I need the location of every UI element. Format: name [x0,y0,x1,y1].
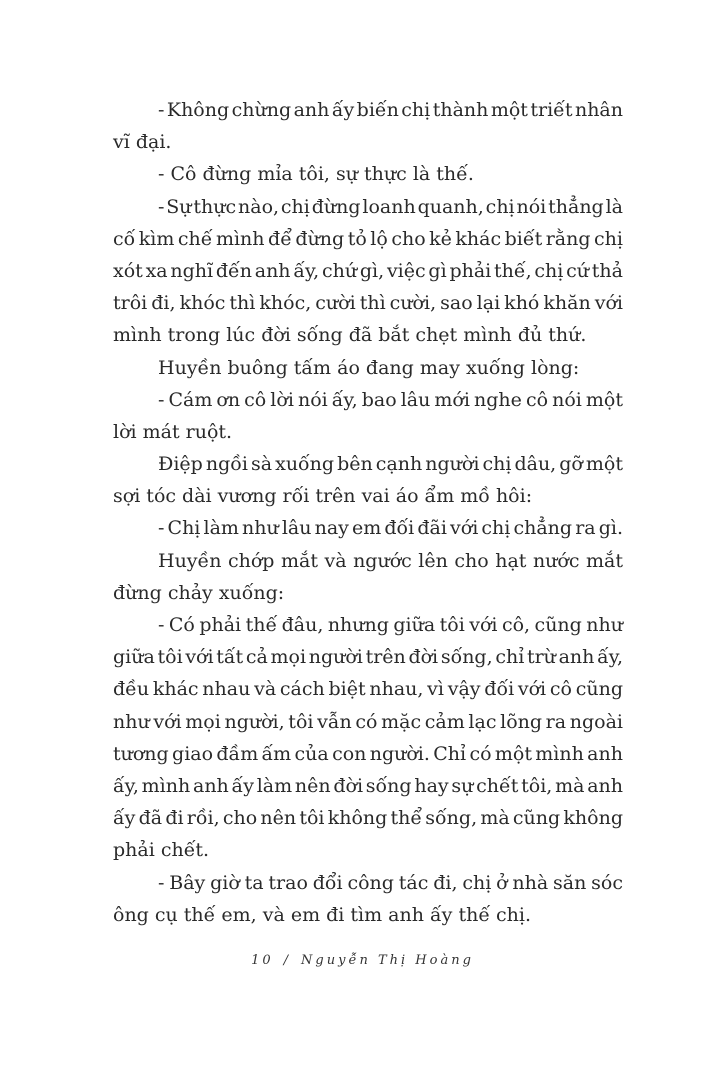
text-line: Điệp ngồi sà xuống bên cạnh người chị dâu, gỡ một [158,453,623,476]
text-line: Huyền buông tấm áo đang may xuống lòng: [158,356,580,379]
text-line: ấy, mình anh ấy làm nên đời sống hay sự chết tôi, mà anh [113,774,623,797]
text-line: sợi tóc dài vương rối trên vai áo ẩm mồ hôi: [113,485,533,508]
text-line: - Có phải thế đâu, nhưng giữa tôi với cô, cũng như [158,614,623,636]
text-line: - Chị làm như lâu nay em đối đãi với chị chẳng ra gì. [158,517,623,540]
text-line: vĩ đại. [113,131,172,154]
text-line: phải chết. [113,839,210,862]
text-line: - Không chừng anh ấy biến chị thành một triết nhân [158,99,623,121]
text-line: Huyền chớp mắt và ngước lên cho hạt nước mắt [158,549,623,572]
text-line: lời mát ruột. [113,420,233,443]
page-number: 10 [251,953,274,968]
text-line: mình trong lúc đời sống đã bắt chẹt mình đủ thứ. [113,324,587,347]
text-line: đều khác nhau và cách biệt nhau, vì vậy đối với cô cũng [113,678,623,701]
text-line: như với mọi người, tôi vẫn có mặc cảm lạc lõng ra ngoài [113,710,623,733]
text-line: đừng chảy xuống: [113,581,285,604]
text-line: cố kìm chế mình để đừng tỏ lộ cho kẻ khác biết rằng chị [113,227,623,250]
page-footer [0,953,725,968]
text-line: - Sự thực nào, chị đừng loanh quanh, chị nói thẳng là [158,195,623,218]
body-text [113,94,623,931]
text-line: - Cô đừng mỉa tôi, sự thực là thế. [158,163,474,186]
text-line: - Cám ơn cô lời nói ấy, bao lâu mới nghe cô nói một [158,388,623,411]
footer-separator: / [283,953,292,968]
text-line: ông cụ thế em, và em đi tìm anh ấy thế chị. [113,903,532,926]
text-line: ấy đã đi rồi, cho nên tôi không thể sống, mà cũng không [113,807,623,830]
text-line: xót xa nghĩ đến anh ấy, chứ gì, việc gì phải thế, chị cứ thả [113,259,623,282]
text-line: tương giao đầm ấm của con người. Chỉ có một mình anh [113,742,623,765]
author-name: Nguyễn Thị Hoàng [301,953,474,968]
text-line: - Bây giờ ta trao đổi công tác đi, chị ở nhà săn sóc [158,871,623,894]
text-line: giữa tôi với tất cả mọi người trên đời sống, chỉ trừ anh ấy, [113,646,623,669]
text-line: trôi đi, khóc thì khóc, cười thì cười, sao lại khó khăn với [113,292,623,315]
